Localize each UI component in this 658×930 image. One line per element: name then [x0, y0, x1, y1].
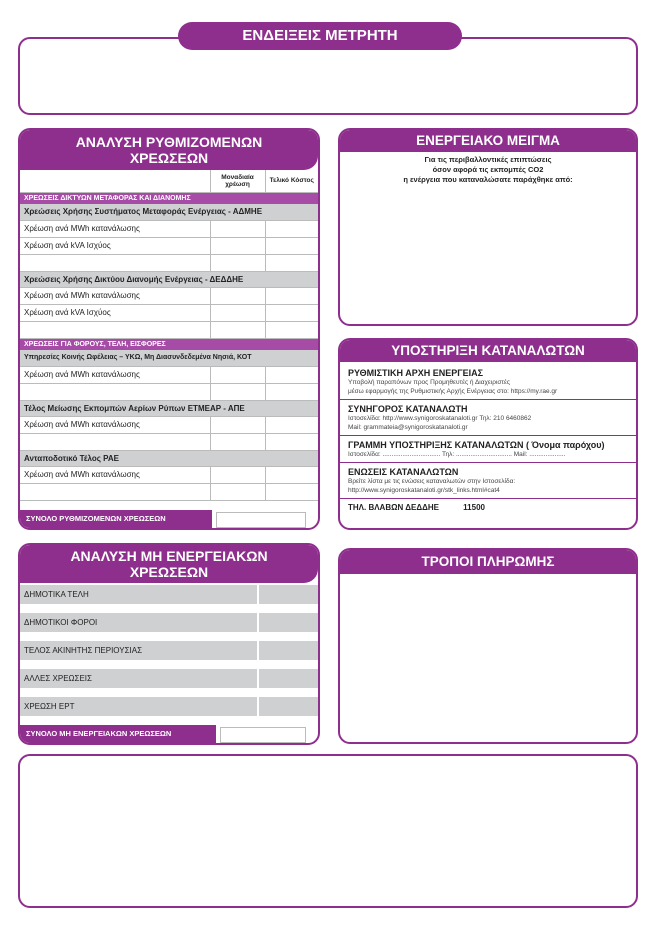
bottom-notes-box: [18, 754, 638, 908]
table-row: Χρέωση ανά MWh κατανάλωσης: [20, 366, 318, 383]
regulated-total-value: [216, 512, 306, 528]
non-energy-table: [20, 585, 318, 716]
rae-fee-title: Ανταποδοτικό Τέλος ΡΑΕ: [20, 450, 318, 466]
regulated-charges-box: [18, 128, 320, 530]
table-row: ΤΕΛΟΣ ΑΚΙΝΗΤΗΣ ΠΕΡΙΟΥΣΙΑΣ: [20, 641, 318, 660]
table-row: ΑΛΛΕΣ ΧΡΕΩΣΕΙΣ: [20, 669, 318, 688]
non-energy-total: [20, 725, 318, 743]
non-energy-total-label: ΣΥΝΟΛΟ ΜΗ ΕΝΕΡΓΕΙΑΚΩΝ ΧΡΕΩΣΕΩΝ: [20, 725, 216, 743]
ombudsman-title: ΣΥΝΗΓΟΡΟΣ ΚΑΤΑΝΑΛΩΤΗ: [348, 404, 468, 414]
table-row: [20, 433, 318, 450]
etmear-title: Τέλος Μείωσης Εκπομπών Αερίων Ρύπων ΕΤΜΕΑΡ - ΑΠΕ: [20, 400, 318, 416]
table-header: [20, 170, 318, 192]
damage-number: 11500: [463, 503, 485, 512]
table-row: [20, 483, 318, 500]
damage-line: [340, 499, 636, 516]
transmission-title: Χρεώσεις Χρήσης Συστήματος Μεταφοράς Ενέργειας - ΑΔΜΗΕ: [20, 204, 318, 220]
consumer-support-title: ΥΠΟΣΤΗΡΙΞΗ ΚΑΤΑΝΑΛΩΤΩΝ: [340, 340, 636, 362]
col-unit-charge: Μοναδιαία χρέωση: [210, 170, 265, 192]
table-row: Χρέωση ανά MWh κατανάλωσης: [20, 466, 318, 483]
table-row: ΧΡΕΩΣΗ ΕΡΤ: [20, 697, 318, 716]
yko-title: Υπηρεσίες Κοινής Ωφέλειας – ΥΚΩ, Μη Διασυνδεδεμένα Νησιά, ΚΟΤ: [20, 350, 318, 366]
regulated-total-label: ΣΥΝΟΛΟ ΡΥΘΜΙΖΟΜΕΝΩΝ ΧΡΕΩΣΕΩΝ: [20, 510, 212, 528]
unions-block: ΕΝΩΣΕΙΣ ΚΑΤΑΝΑΛΩΤΩΝ Βρείτε λίστα με τις ενώσεις καταναλωτών στην Ιστοσελίδα: http://www.synigoroskatanaloti.gr/stk_links.html#cat4: [340, 463, 636, 499]
energy-mix-text: Για τις περιβαλλοντικές επιπτώσεις όσον αφορά τις εκπομπές CO2 η ενέργεια που καταναλώσατε παράχθηκε από:: [403, 155, 573, 184]
table-row: Χρέωση ανά kVA Ισχύος: [20, 237, 318, 254]
meter-readings-title: ΕΝΔΕΙΞΕΙΣ ΜΕΤΡΗΤΗ: [178, 22, 462, 50]
table-row: [20, 254, 318, 271]
regulated-charges-title: ΑΝΑΛΥΣΗ ΡΥΘΜΙΖΟΜΕΝΩΝ ΧΡΕΩΣΕΩΝ: [20, 130, 318, 170]
non-energy-charges-title: ΑΝΑΛΥΣΗ ΜΗ ΕΝΕΡΓΕΙΑΚΩΝ ΧΡΕΩΣΕΩΝ: [20, 545, 318, 583]
non-energy-charges-box: [18, 543, 320, 745]
hotline-title: ΓΡΑΜΜΗ ΥΠΟΣΤΗΡΙΞΗΣ ΚΑΤΑΝΑΛΩΤΩΝ ( Όνομα παρόχου): [348, 440, 605, 450]
consumer-support-box: [338, 338, 638, 530]
rae-title: ΡΥΘΜΙΣΤΙΚΗ ΑΡΧΗ ΕΝΕΡΓΕΙΑΣ: [348, 368, 484, 378]
table-row: [20, 383, 318, 400]
table-row: ΔΗΜΟΤΙΚΟΙ ΦΟΡΟΙ: [20, 613, 318, 632]
regulated-total: [20, 510, 318, 528]
unions-title: ΕΝΩΣΕΙΣ ΚΑΤΑΝΑΛΩΤΩΝ: [348, 467, 459, 477]
payment-methods-box: [338, 548, 638, 744]
damage-label: ΤΗΛ. ΒΛΑΒΩΝ ΔΕΔΔΗΕ: [348, 503, 439, 512]
hotline-block: ΓΡΑΜΜΗ ΥΠΟΣΤΗΡΙΞΗΣ ΚΑΤΑΝΑΛΩΤΩΝ ( Όνομα παρόχου) Ιστοσελίδα: ................................ Τηλ: ............................... Mail: ....................: [340, 436, 636, 463]
energy-mix-box: [338, 128, 638, 326]
distribution-title: Χρεώσεις Χρήσης Δικτύου Διανομής Ενέργειας - ΔΕΔΔΗΕ: [20, 271, 318, 287]
table-row: ΔΗΜΟΤΙΚΑ ΤΕΛΗ: [20, 585, 318, 604]
ombudsman-block: ΣΥΝΗΓΟΡΟΣ ΚΑΤΑΝΑΛΩΤΗ Ιστοσελίδα: http://www.synigoroskatanaloti.gr Τηλ: 210 6460862 Mail: grammateia@synigoroskatanaloti.gr: [340, 400, 636, 436]
payment-methods-title: ΤΡΟΠΟΙ ΠΛΗΡΩΜΗΣ: [340, 550, 636, 574]
energy-mix-title: ΕΝΕΡΓΕΙΑΚΟ ΜΕΙΓΜΑ: [340, 130, 636, 152]
table-row: Χρέωση ανά MWh κατανάλωσης: [20, 416, 318, 433]
network-charges-header: ΧΡΕΩΣΕΙΣ ΔΙΚΤΥΩΝ ΜΕΤΑΦΟΡΑΣ ΚΑΙ ΔΙΑΝΟΜΗΣ: [20, 192, 318, 204]
table-row: [20, 321, 318, 338]
regulated-charges-table: [20, 170, 318, 501]
table-row: Χρέωση ανά MWh κατανάλωσης: [20, 220, 318, 237]
table-row: Χρέωση ανά kVA Ισχύος: [20, 304, 318, 321]
non-energy-total-value: [220, 727, 306, 743]
taxes-header: ΧΡΕΩΣΕΙΣ ΓΙΑ ΦΟΡΟΥΣ, ΤΕΛΗ, ΕΙΣΦΟΡΕΣ: [20, 338, 318, 350]
table-row: Χρέωση ανά MWh κατανάλωσης: [20, 287, 318, 304]
rae-block: ΡΥΘΜΙΣΤΙΚΗ ΑΡΧΗ ΕΝΕΡΓΕΙΑΣ Υποβολή παραπόνων προς Προμηθευτές ή Διαχειριστές μέσω εφαρμογής της Ρυθμιστικής Αρχής Ενέργειας στο: https://my.rae.gr: [340, 362, 636, 400]
col-final-cost: Τελικό Κόστος: [265, 170, 318, 192]
